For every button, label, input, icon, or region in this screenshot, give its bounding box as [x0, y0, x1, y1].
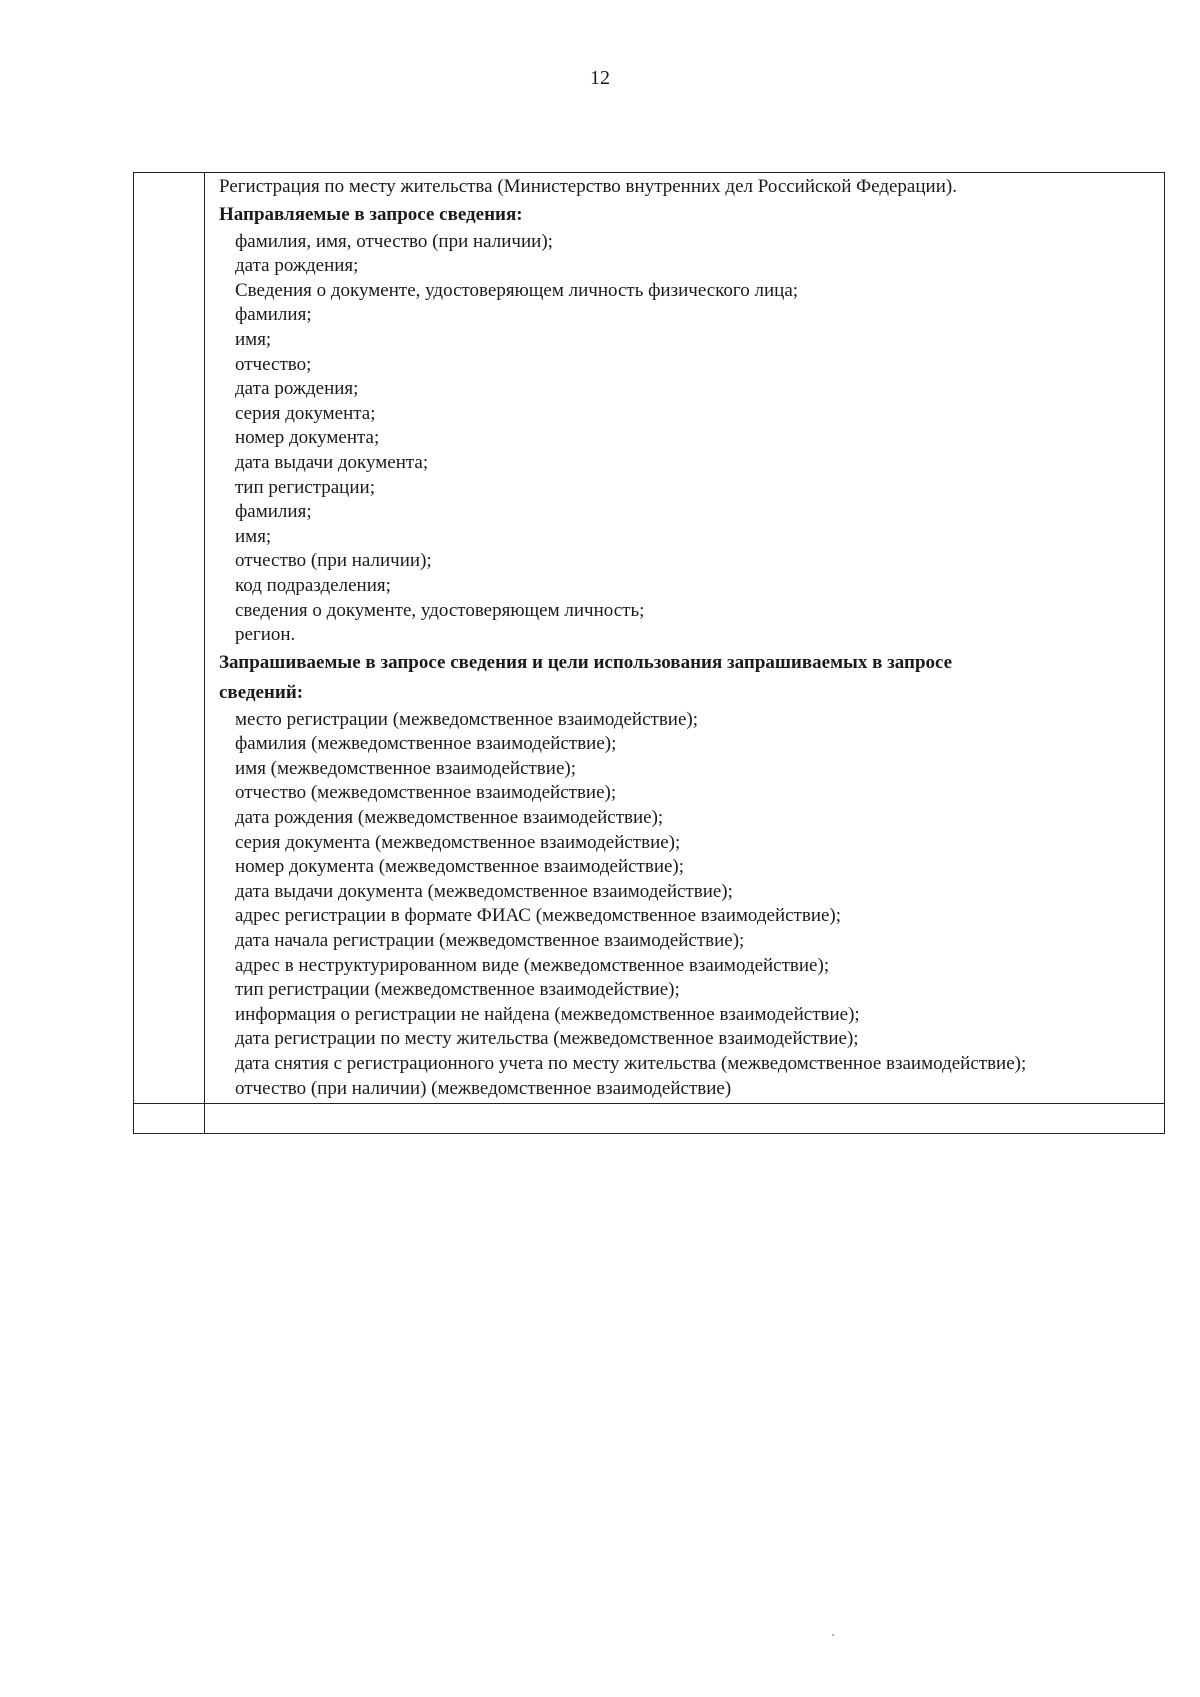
document-table	[133, 172, 1165, 1134]
requested-data-heading	[219, 648, 1156, 708]
number-cell	[134, 1104, 205, 1133]
list-item: отчество (межведомственное взаимодействие);	[235, 782, 617, 804]
list-item: код подразделения;	[235, 574, 391, 596]
scan-speck	[832, 1634, 834, 1636]
list-item: дата выдачи документа;	[235, 451, 429, 473]
list-item: серия документа (межведомственное взаимодействие);	[235, 831, 681, 853]
list-item: адрес в неструктурированном виде (межведомственное взаимодействие);	[235, 954, 830, 976]
service-title: Регистрация по месту жительства (Министерство внутренних дел Российской Федерации).	[219, 176, 957, 197]
list-item: Сведения о документе, удостоверяющем личность физического лица;	[235, 279, 799, 301]
list-item: дата начала регистрации (межведомственное взаимодействие);	[235, 930, 745, 952]
requested-heading-line: Запрашиваемые в запросе сведения и цели использования запрашиваемых в запросе	[219, 651, 953, 673]
list-item: фамилия;	[235, 304, 312, 326]
list-item: фамилия, имя, отчество (при наличии);	[235, 230, 553, 252]
list-item: регион.	[235, 624, 296, 646]
list-item: имя (межведомственное взаимодействие);	[235, 757, 576, 779]
list-item: номер документа (межведомственное взаимодействие);	[235, 856, 685, 878]
content-cell	[205, 1104, 1164, 1133]
requested-data-list	[219, 708, 1156, 1102]
list-item: отчество (при наличии);	[235, 550, 432, 572]
list-item: место регистрации (межведомственное взаимодействие);	[235, 708, 699, 730]
list-item: информация о регистрации не найдена (межведомственное взаимодействие);	[235, 1003, 860, 1025]
table-row-empty	[134, 1104, 1164, 1133]
requested-heading-line: сведений:	[219, 681, 304, 703]
list-item: дата рождения;	[235, 378, 359, 400]
list-item: имя;	[235, 525, 272, 547]
list-item: имя;	[235, 328, 272, 350]
table-row	[134, 173, 1164, 1104]
list-item: серия документа;	[235, 402, 376, 424]
list-item: дата регистрации по месту жительства (межведомственное взаимодействие);	[235, 1028, 859, 1050]
list-item: тип регистрации (межведомственное взаимодействие);	[235, 979, 680, 1001]
sent-data-heading: Направляемые в запросе сведения:	[219, 203, 523, 225]
list-item: сведения о документе, удостоверяющем личность;	[235, 599, 645, 621]
list-item: дата снятия с регистрационного учета по месту жительства (межведомственное взаимодействие);	[235, 1053, 1027, 1074]
list-item: фамилия (межведомственное взаимодействие);	[235, 733, 617, 755]
list-item: отчество (при наличии) (межведомственное взаимодействие)	[235, 1077, 732, 1099]
sent-data-list	[219, 230, 1156, 648]
list-item: отчество;	[235, 353, 312, 375]
list-item: дата рождения;	[235, 255, 359, 277]
list-item: фамилия;	[235, 501, 312, 523]
number-cell	[134, 173, 205, 1103]
list-item: тип регистрации;	[235, 476, 375, 498]
list-item: дата рождения (межведомственное взаимодействие);	[235, 807, 664, 829]
content-cell	[205, 173, 1164, 1103]
list-item: адрес регистрации в формате ФИАС (межведомственное взаимодействие);	[235, 905, 842, 927]
list-item: номер документа;	[235, 427, 380, 449]
page-number: 12	[590, 67, 610, 89]
list-item: дата выдачи документа (межведомственное взаимодействие);	[235, 880, 733, 902]
